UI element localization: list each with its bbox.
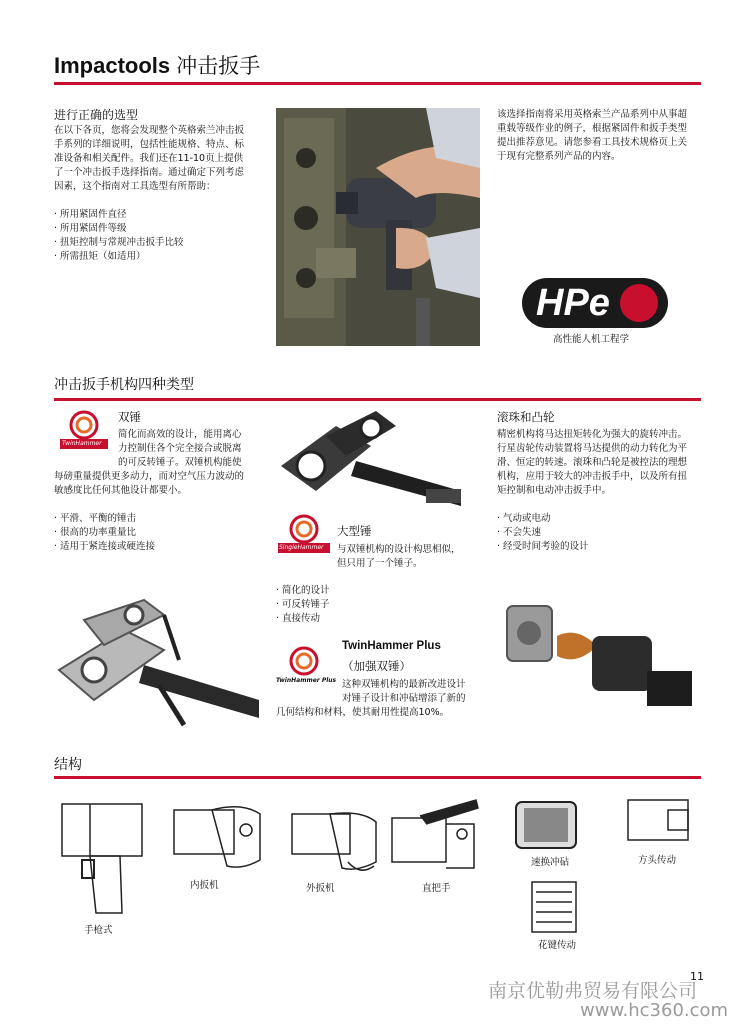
twin-line: 敏感度比任何其他设计都要小。 — [54, 485, 188, 496]
hpe-logo-text: HPe — [536, 282, 610, 324]
hpe-logo — [522, 278, 668, 328]
label-inside: 内扳机 — [190, 880, 219, 891]
hpe-logo-e-mark — [620, 284, 658, 322]
twin-line: 力控制住各个完全接合或脱离 — [118, 443, 242, 454]
twinhammer-logo — [56, 410, 112, 450]
ball-title: 滚珠和凸轮 — [497, 410, 555, 424]
label-pistol: 手枪式 — [84, 925, 113, 936]
twinplus-line: 这种双锤机构的最新改进设计 — [342, 679, 466, 690]
ball-bullets — [497, 512, 589, 554]
list-item: · 平滑、平衡的锤击 — [54, 512, 155, 526]
list-item: · 气动或电动 — [497, 512, 589, 526]
label-square: 方头传动 — [638, 855, 677, 866]
ballcam-mechanism-image — [497, 596, 703, 726]
twin-line: 简化而高效的设计，能用离心 — [118, 429, 242, 440]
square-drive-drawing — [626, 798, 692, 844]
singlehammer-logo-text: SingleHammer — [279, 544, 324, 551]
right-line: 该选择指南将采用英格索兰产品系列中从事超 — [497, 109, 688, 120]
twin-line: 的可反转锤子。双锤机构能使 — [118, 457, 242, 468]
intro-line: 因素，这个指南对工具选型有所帮助： — [54, 181, 216, 192]
header-rule — [54, 82, 701, 85]
ball-line: 机构，应用于较大的冲击扳手中，以及所有扭 — [497, 471, 688, 482]
list-item: · 所需扭矩（如适用） — [54, 250, 184, 264]
list-item: · 适用于紧连接或硬连接 — [54, 540, 155, 554]
title-cn: 冲击扳手 — [176, 54, 261, 78]
d-handle-drawing — [390, 796, 482, 876]
twin-text — [118, 428, 264, 470]
singlehammer-mechanism-image — [276, 406, 476, 516]
list-item: · 直接传动 — [276, 612, 330, 626]
selection-right-text — [497, 108, 703, 164]
list-item: · 经受时间考验的设计 — [497, 540, 589, 554]
label-spline: 花键传动 — [538, 940, 577, 951]
twin-bullets — [54, 512, 155, 554]
single-text — [337, 543, 487, 571]
intro-line: 手系列的详细说明，包括性能规格、特点、标 — [54, 139, 245, 150]
right-line: 重载等级作业的例子，根据紧固件和扳手类型 — [497, 123, 688, 134]
right-line: 于现有完整系列产品的内容。 — [497, 151, 621, 162]
operator-photo — [276, 108, 480, 346]
label-outside: 外扳机 — [306, 883, 335, 894]
twinhammer-mechanism-image — [54, 590, 266, 740]
ball-line: 滑、恒定的转速。滚珠和凸轮是被控法的理想 — [497, 457, 688, 468]
outside-trigger-drawing — [290, 806, 382, 878]
list-item: · 简化的设计 — [276, 584, 330, 598]
ball-line: 矩控制和电动冲击扳手中。 — [497, 485, 612, 496]
list-item: · 所用紧固件等级 — [54, 222, 184, 236]
spline-drive-drawing — [530, 880, 578, 934]
mechanisms-heading: 冲击扳手机构四种类型 — [54, 377, 194, 393]
ball-line: 精密机构将马达扭矩转化为强大的旋转冲击。 — [497, 429, 688, 440]
pistol-grip-drawing — [60, 798, 150, 918]
intro-line: 准设备和相关配件。我们还在11-10页上提供 — [54, 153, 244, 164]
structure-rule — [54, 776, 701, 779]
singlehammer-logo — [276, 514, 332, 554]
twin-line: 每磅重量提供更多动力，而对空气压力波动的 — [54, 471, 245, 482]
twin-text-wide — [54, 470, 266, 498]
title-en: Impactools — [54, 53, 171, 78]
label-dhandle: 直把手 — [422, 883, 451, 894]
list-item: · 不会失速 — [497, 526, 589, 540]
twinplus-text — [276, 678, 486, 720]
single-line: 与双锤机构的设计构思相似， — [337, 544, 461, 555]
twinplus-line: 几何结构和材料，使其耐用性提高10%。 — [276, 707, 450, 718]
list-item: · 可反转锤子 — [276, 598, 330, 612]
ball-line: 行星齿轮传动装置将马达提供的动力转化为平 — [497, 443, 688, 454]
single-title: 大型锤 — [337, 524, 372, 538]
selection-intro — [54, 124, 266, 194]
structure-heading: 结构 — [54, 757, 82, 773]
twinplus-subtitle: （加强双锤） — [342, 659, 411, 673]
mechanisms-rule — [54, 398, 701, 401]
quick-change-anvil-drawing — [514, 800, 578, 850]
single-line: 但只用了一个锤子。 — [337, 558, 423, 569]
intro-line: 在以下各页，您将会发现整个英格索兰冲击扳 — [54, 125, 245, 136]
list-item: · 所用紧固件直径 — [54, 208, 184, 222]
hpe-caption: 高性能人机工程学 — [553, 334, 630, 345]
page-title — [54, 50, 260, 80]
watermark-url: www.hc360.com — [580, 1000, 729, 1021]
list-item: · 扭矩控制与常规冲击扳手比较 — [54, 236, 184, 250]
right-line: 提出推荐意见。请您参看工具技术规格页上关 — [497, 137, 688, 148]
list-item: · 很高的功率重量比 — [54, 526, 155, 540]
twinplus-line: 对锤子设计和冲砧增添了新的 — [342, 693, 466, 704]
intro-line: 了一个冲击扳手选择指南。通过确定下列考虑 — [54, 167, 245, 178]
twin-title: 双锤 — [118, 410, 141, 424]
twinplus-title: TwinHammer Plus — [342, 640, 441, 652]
ball-text — [497, 428, 703, 498]
twinhammer-logo-text: TwinHammer — [62, 440, 102, 447]
single-bullets — [276, 584, 330, 626]
page-number: 11 — [690, 970, 704, 983]
watermark-company: 南京优勒弗贸易有限公司 — [488, 980, 698, 1002]
selection-bullets — [54, 208, 184, 264]
label-quick: 速换冲砧 — [531, 857, 570, 868]
selection-heading: 进行正确的选型 — [54, 108, 139, 122]
inside-trigger-drawing — [172, 800, 266, 874]
twinhammer-plus-logo-text: TwinHammer Plus — [276, 677, 337, 684]
